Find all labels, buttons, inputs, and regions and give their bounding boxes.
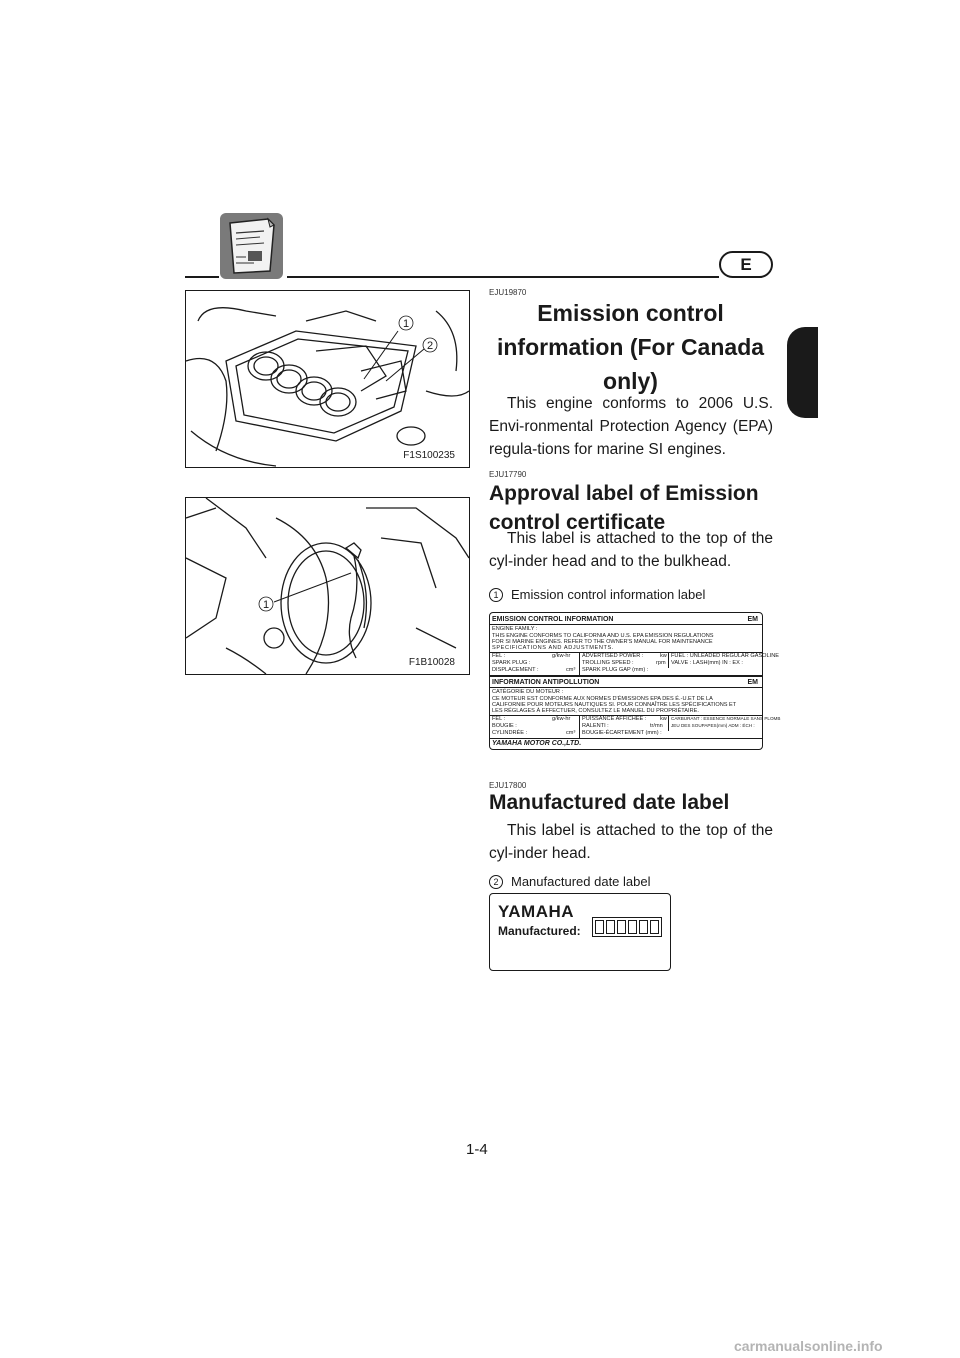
cm3-unit: cm³ xyxy=(566,667,576,673)
bougie: BOUGIE : xyxy=(492,723,517,729)
label-heading: EMISSION CONTROL INFORMATION xyxy=(492,616,614,623)
cylindree: CYLINDRÉE : xyxy=(492,730,528,736)
label-line: THIS ENGINE CONFORMS TO CALIFORNIA AND U.S. EPA EMISSION REGULATIONS xyxy=(492,633,714,639)
callout-1: 1 xyxy=(262,599,270,611)
caption-number: 1 xyxy=(489,588,503,602)
kw-unit: kw xyxy=(660,653,667,659)
rpm-unit: rpm xyxy=(656,660,666,666)
carburant: CARBURANT : ESSENCE NORMALE SANS PLOMB xyxy=(671,716,781,721)
section-heading: Approval label of Emission control certificate xyxy=(489,482,759,534)
fel-unit: g/kw-hr xyxy=(552,716,571,722)
fel-unit: g/kw-hr xyxy=(552,653,571,659)
label-em: EM xyxy=(747,616,758,623)
language-badge: E xyxy=(719,251,773,278)
page-number: 1-4 xyxy=(466,1141,488,1158)
spark-plug-gap: SPARK PLUG GAP (mm) : xyxy=(582,667,649,673)
manufactured-text: Manufactured: xyxy=(498,924,581,938)
callout-2: 2 xyxy=(426,340,434,352)
label-em: EM xyxy=(747,679,758,686)
header-rule xyxy=(287,276,719,278)
paragraph: This engine conforms to 2006 U.S. Envi-ronmental Protection Agency (EPA) regula-tions for marine SI engines. xyxy=(489,395,773,458)
figure-bulkhead xyxy=(185,497,470,675)
section-code: EJU17790 xyxy=(489,470,527,479)
callout-1: 1 xyxy=(402,318,410,330)
section-body xyxy=(489,392,773,461)
bulkhead-illustration xyxy=(186,498,469,674)
label-line: FOR SI MARINE ENGINES. REFER TO THE OWNER'S MANUAL FOR MAINTENANCE xyxy=(492,639,713,645)
watermark: carmanualsonline.info xyxy=(734,1338,883,1354)
section-code: EJU19870 xyxy=(489,288,527,297)
spark-plug: SPARK PLUG : xyxy=(492,660,531,666)
figure-engine-top xyxy=(185,290,470,468)
label-heading-fr: INFORMATION ANTIPOLLUTION xyxy=(492,679,600,686)
displacement: DISPLACEMENT : xyxy=(492,667,539,673)
section-heading: Manufactured date label xyxy=(489,791,730,814)
label-line: CE MOTEUR EST CONFORME AUX NORMES D'ÉMISSIONS EPA DES É.-U.ET DE LA xyxy=(492,696,713,702)
section-title: Emission control information (For Canada only) xyxy=(496,300,765,394)
caption-text: Emission control information label xyxy=(511,587,706,602)
section-body xyxy=(489,527,773,573)
fel-field: FEL : xyxy=(492,653,506,659)
cm3-unit: cm³ xyxy=(566,730,576,736)
date-boxes xyxy=(592,917,662,937)
caption-number: 2 xyxy=(489,875,503,889)
maker-name: YAMAHA MOTOR CO.,LTD. xyxy=(492,740,582,747)
chapter-tab xyxy=(787,327,818,418)
categorie: CATÉGORIE DU MOTEUR : xyxy=(492,689,564,695)
header-rule xyxy=(185,276,219,278)
puissance: PUISSANCE AFFICHÉE : xyxy=(582,716,647,722)
ecartement: BOUGIE-ÉCARTEMENT (mm) : xyxy=(582,730,662,736)
fuel-field: FUEL : UNLEADED REGULAR GASOLINE xyxy=(671,653,779,659)
manual-book-icon xyxy=(220,213,283,279)
label-line: SPECIFICATIONS AND ADJUSTMENTS. xyxy=(492,645,614,651)
trolling-speed: TROLLING SPEED : xyxy=(582,660,634,666)
figure-code: F1S100235 xyxy=(403,450,455,461)
ralenti: RALENTI : xyxy=(582,723,609,729)
fel-field: FEL : xyxy=(492,716,506,722)
label-line: LES RÉGLAGES À EFFECTUER, CONSULTEZ LE MANUEL DU PROPRIÉTAIRE. xyxy=(492,708,699,714)
section-code: EJU17800 xyxy=(489,781,527,790)
paragraph: This label is attached to the top of the cyl-inder head. xyxy=(489,822,773,862)
advertised-power: ADVERTISED POWER : xyxy=(582,653,644,659)
figure-caption xyxy=(489,587,705,602)
figure-code: F1B10028 xyxy=(408,657,455,668)
kw-unit: kw xyxy=(660,716,667,722)
trmn-unit: tr/mn xyxy=(650,723,663,729)
engine-illustration xyxy=(186,291,469,467)
emission-label xyxy=(489,612,781,750)
figure-caption xyxy=(489,874,650,889)
jeu-soupapes: JEU DES SOUPAPES(mm) ADM : ÉCH : xyxy=(671,723,755,728)
valve-lash: VALVE : LASH(mm) IN : EX : xyxy=(671,660,743,666)
section-body xyxy=(489,819,773,865)
caption-text: Manufactured date label xyxy=(511,874,651,889)
manufactured-label xyxy=(489,893,671,971)
label-line: CALIFORNIE POUR MOTEURS NAUTIQUES SI. POUR CONNAÎTRE LES SPÉCIFICATIONS ET xyxy=(492,702,737,708)
paragraph: This label is attached to the top of the cyl-inder head and to the bulkhead. xyxy=(489,530,773,570)
brand-logo: YAMAHA xyxy=(498,902,575,921)
engine-family: ENGINE FAMILY : xyxy=(492,626,538,632)
